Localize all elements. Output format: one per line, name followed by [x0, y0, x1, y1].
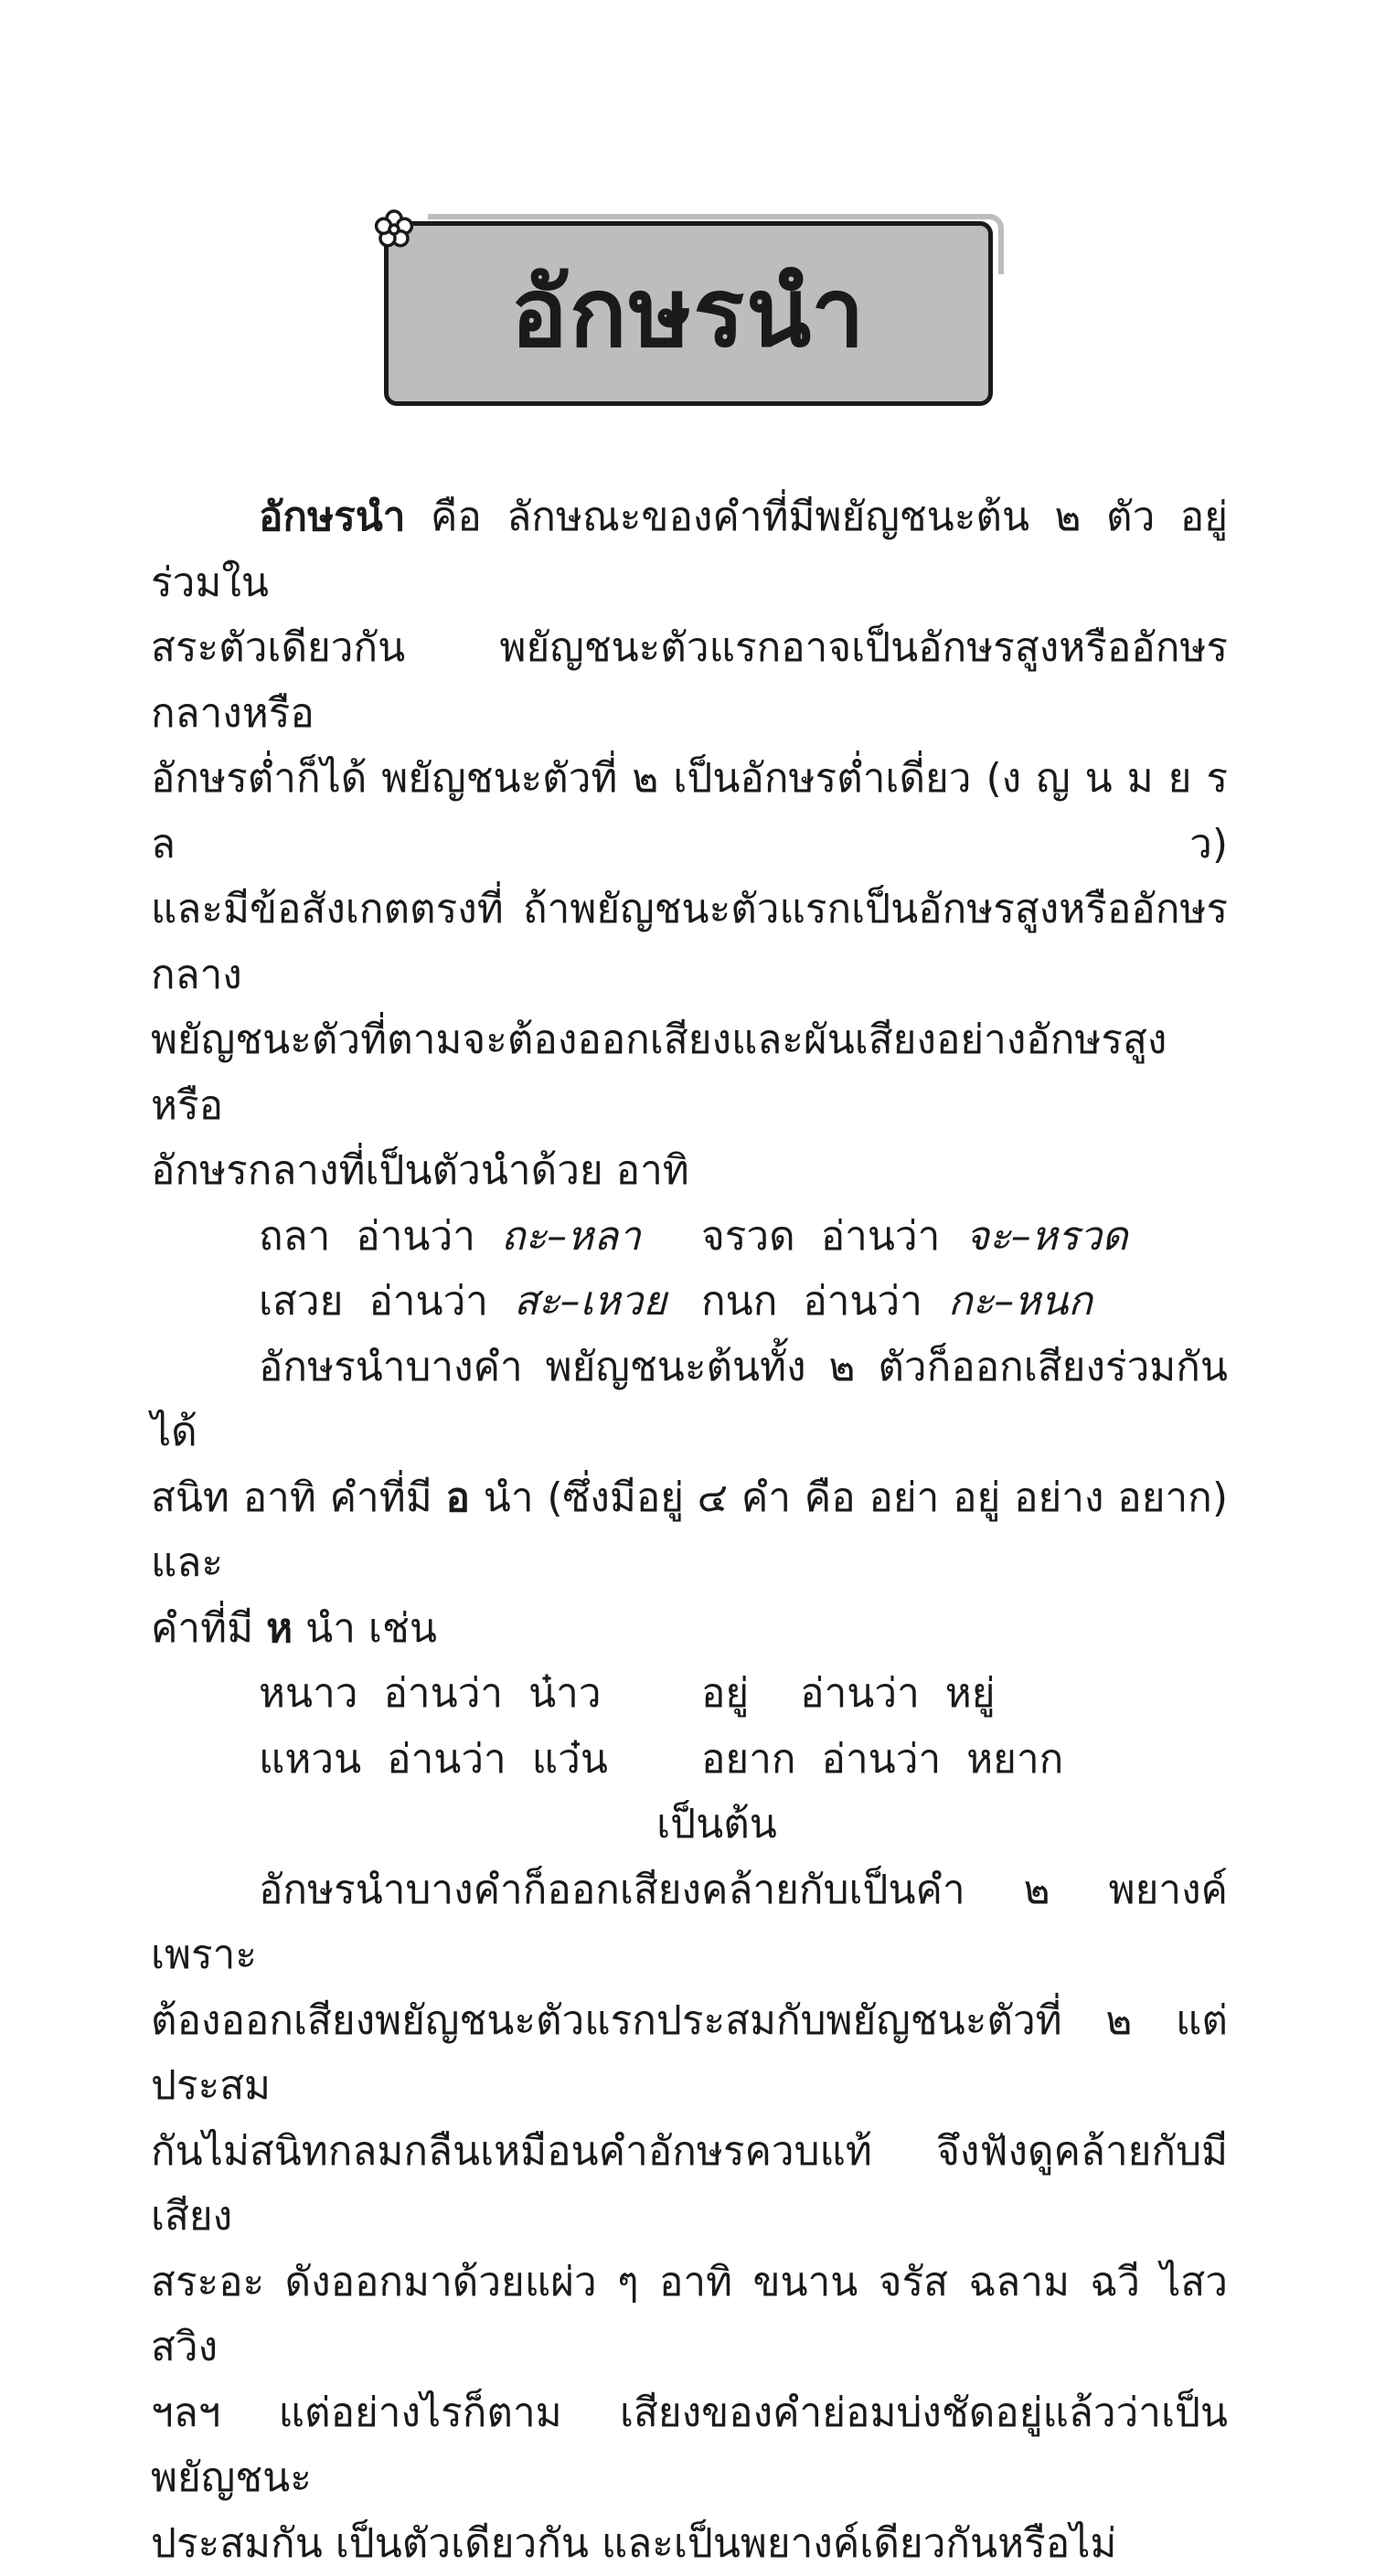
paragraph-line: ฯลฯ แต่อย่างไรก็ตาม เสียงของคำย่อมบ่งชัดอยู่แล้วว่าเป็นพยัญชนะ: [151, 2380, 1228, 2511]
paragraph-line: สระตัวเดียวกัน พยัญชนะตัวแรกอาจเป็นอักษรสูงหรืออักษรกลางหรือ: [151, 615, 1228, 746]
example-row: เสวย อ่านว่า สะ–เหวย กนก อ่านว่า กะ–หนก: [151, 1269, 1228, 1335]
paragraph-line: อักษรนำบางคำก็ออกเสียงคล้ายกับเป็นคำ ๒ พยางค์ เพราะ: [151, 1857, 1228, 1988]
paragraph-line: และมีข้อสังเกตตรงที่ ถ้าพยัญชนะตัวแรกเป็นอักษรสูงหรืออักษรกลาง: [151, 877, 1228, 1007]
example-row: ถลา อ่านว่า ถะ–หลา จรวด อ่านว่า จะ–หรวด: [151, 1204, 1228, 1270]
example-row: แหวน อ่านว่า แว๋น อยาก อ่านว่า หยาก: [151, 1727, 1228, 1793]
paragraph-line: กันไม่สนิทกลมกลืนเหมือนคำอักษรควบแท้ จึงฟังดูคล้ายกับมีเสียง: [151, 2119, 1228, 2250]
body-text: [151, 484, 1228, 2576]
paragraph-line: ต้องออกเสียงพยัญชนะตัวแรกประสมกับพยัญชนะตัวที่ ๒ แต่ประสม: [151, 1988, 1228, 2119]
term-bold: อักษรนำ: [259, 494, 406, 540]
paragraph-line: อักษรนำ คือ ลักษณะของคำที่มีพยัญชนะต้น ๒ ตัว อยู่ร่วมใน: [151, 484, 1228, 615]
paragraph-line: คำที่มี ห นำ เช่น: [151, 1596, 1228, 1662]
paragraph-line: สระอะ ดังออกมาด้วยแผ่ว ๆ อาทิ ขนาน จรัส ฉลาม ฉวี ไสว สวิง: [151, 2250, 1228, 2380]
paragraph-line: อักษรนำบางคำ พยัญชนะต้นทั้ง ๒ ตัวก็ออกเสียงร่วมกันได้: [151, 1335, 1228, 1465]
paragraph-line: พยัญชนะตัวที่ตามจะต้องออกเสียงและผันเสียงอย่างอักษรสูงหรือ: [151, 1007, 1228, 1138]
example-row: หนาว อ่านว่า น๋าว อยู่ อ่านว่า หยู่: [151, 1661, 1228, 1727]
etc-line: เป็นต้น: [151, 1792, 1228, 1857]
paragraph-line: อักษรกลางที่เป็นตัวนำด้วย อาทิ: [151, 1138, 1228, 1204]
paragraph-line: สนิท อาทิ คำที่มี อ นำ (ซึ่งมีอยู่ ๔ คำ คือ อย่า อยู่ อย่าง อยาก) และ: [151, 1465, 1228, 1596]
chapter-title-frame: [373, 208, 1004, 415]
paragraph-line: ประสมกัน เป็นตัวเดียวกัน และเป็นพยางค์เดียวกันหรือไม่: [151, 2511, 1228, 2576]
paragraph-line: อักษรต่ำก็ได้ พยัญชนะตัวที่ ๒ เป็นอักษรต่ำเดี่ยว (ง ญ น ม ย ร ล ว): [151, 746, 1228, 877]
page-title: อักษรนำ: [373, 208, 1004, 415]
